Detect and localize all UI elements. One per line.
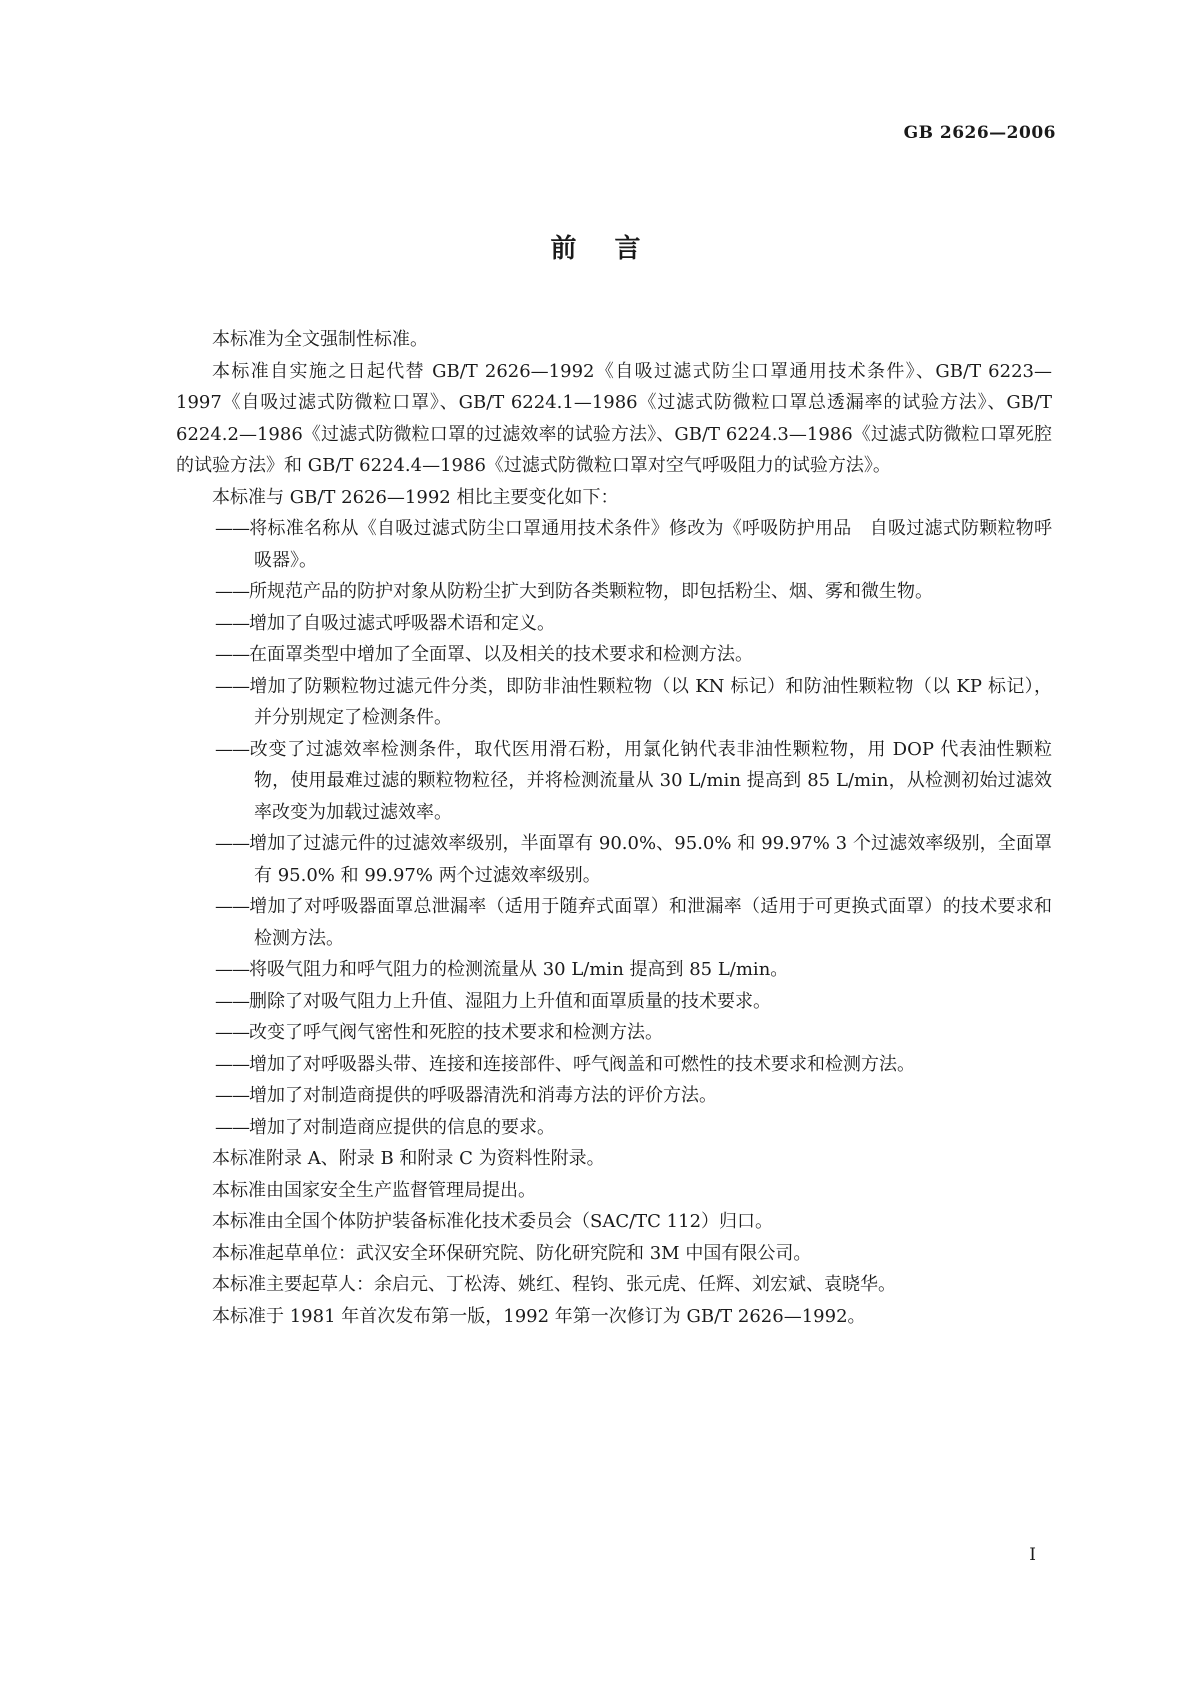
list-item-text: 增加了对制造商提供的呼吸器清洗和消毒方法的评价方法。: [249, 1085, 717, 1106]
dash-marker: ——: [215, 518, 249, 539]
list-item: [176, 608, 1052, 640]
paragraph: 本标准于 1981 年首次发布第一版，1992 年第一次修订为 GB/T 2626—1992。: [212, 1305, 866, 1327]
list-item-text: 将标准名称从《自吸过滤式防尘口罩通用技术条件》修改为《呼吸防护用品 自吸过滤式防颗粒物呼吸器》。: [249, 518, 1052, 571]
dash-marker: ——: [215, 1085, 249, 1106]
paragraph: 本标准由全国个体防护装备标准化技术委员会（SAC/TC 112）归口。: [212, 1211, 774, 1232]
paragraph: 本标准为全文强制性标准。: [212, 329, 428, 350]
paragraph: 本标准附录 A、附录 B 和附录 C 为资料性附录。: [212, 1148, 605, 1169]
list-item: [176, 1080, 1052, 1112]
list-item-text: 增加了防颗粒物过滤元件分类，即防非油性颗粒物（以 KN 标记）和防油性颗粒物（以 KP 标记），并分别规定了检测条件。: [249, 675, 1052, 728]
list-item: [176, 1049, 1052, 1081]
dash-marker: ——: [215, 1053, 249, 1075]
list-item: [176, 1017, 1052, 1049]
dash-marker: ——: [215, 896, 249, 917]
paragraph: 本标准与 GB/T 2626—1992 相比主要变化如下：: [212, 486, 619, 508]
page-title: 前言: [550, 234, 679, 264]
dash-marker: ——: [215, 1022, 249, 1043]
list-item: [176, 513, 1052, 576]
list-item: [176, 828, 1052, 891]
list-item-text: 增加了过滤元件的过滤效率级别，半面罩有 90.0%、95.0% 和 99.97% 3 个过滤效率级别，全面罩有 95.0% 和 99.97% 两个过滤效率级别。: [249, 833, 1052, 886]
paragraph: 本标准自实施之日起代替 GB/T 2626—1992《自吸过滤式防尘口罩通用技术条件》、GB/T 6223—1997《自吸过滤式防微粒口罩》、GB/T 6224.1—1986《过滤式防微粒口罩总透漏率的试验方法》、GB/T 6224.2—1986《过滤式防微粒口罩的过滤效率的试验方法》、GB/T 6224.3—1986《过滤式防微粒口罩死腔的试验方法》和 GB/T 6224.4—1986《过滤式防微粒口罩对空气呼吸阻力的试验方法》。: [176, 360, 1052, 476]
dash-marker: ——: [215, 959, 249, 980]
list-item: [176, 891, 1052, 954]
dash-marker: ——: [215, 833, 249, 854]
changes-list: [176, 513, 1052, 1143]
document-number: GB 2626—2006: [903, 123, 1056, 143]
list-item-text: 在面罩类型中增加了全面罩、以及相关的技术要求和检测方法。: [249, 644, 753, 665]
dash-marker: ——: [215, 612, 249, 634]
paragraph: 本标准由国家安全生产监督管理局提出。: [212, 1179, 536, 1201]
list-item-text: 增加了对制造商应提供的信息的要求。: [249, 1116, 555, 1138]
list-item: [176, 671, 1052, 734]
list-item-text: 所规范产品的防护对象从防粉尘扩大到防各类颗粒物，即包括粉尘、烟、雾和微生物。: [249, 581, 933, 602]
dash-marker: ——: [215, 675, 249, 697]
page-number: I: [1029, 1545, 1036, 1565]
dash-marker: ——: [215, 990, 249, 1012]
list-item: [176, 986, 1052, 1018]
list-item: [176, 954, 1052, 986]
dash-marker: ——: [215, 644, 249, 665]
list-item-text: 删除了对吸气阻力上升值、湿阻力上升值和面罩质量的技术要求。: [249, 990, 771, 1012]
list-item-text: 改变了呼气阀气密性和死腔的技术要求和检测方法。: [249, 1022, 663, 1043]
list-item: [176, 639, 1052, 671]
foreword-body: [176, 324, 1052, 1332]
list-item: [176, 576, 1052, 608]
paragraph: 本标准主要起草人：余启元、丁松涛、姚红、程钧、张元虎、任辉、刘宏斌、袁晓华。: [212, 1274, 896, 1295]
list-item-text: 增加了对呼吸器头带、连接和连接部件、呼气阀盖和可燃性的技术要求和检测方法。: [249, 1053, 915, 1075]
list-item-text: 改变了过滤效率检测条件，取代医用滑石粉，用氯化钠代表非油性颗粒物，用 DOP 代表油性颗粒物，使用最难过滤的颗粒物粒径，并将检测流量从 30 L/min 提高到 85 L/min，从检测初始过滤效率改变为加载过滤效率。: [249, 738, 1052, 823]
list-item-text: 将吸气阻力和呼气阻力的检测流量从 30 L/min 提高到 85 L/min。: [249, 959, 789, 980]
list-item-text: 增加了自吸过滤式呼吸器术语和定义。: [249, 612, 555, 634]
dash-marker: ——: [215, 738, 249, 760]
dash-marker: ——: [215, 581, 249, 602]
dash-marker: ——: [215, 1116, 249, 1138]
list-item-text: 增加了对呼吸器面罩总泄漏率（适用于随弃式面罩）和泄漏率（适用于可更换式面罩）的技术要求和检测方法。: [249, 896, 1052, 949]
paragraph: 本标准起草单位：武汉安全环保研究院、防化研究院和 3M 中国有限公司。: [212, 1242, 812, 1264]
list-item: [176, 734, 1052, 829]
list-item: [176, 1112, 1052, 1144]
